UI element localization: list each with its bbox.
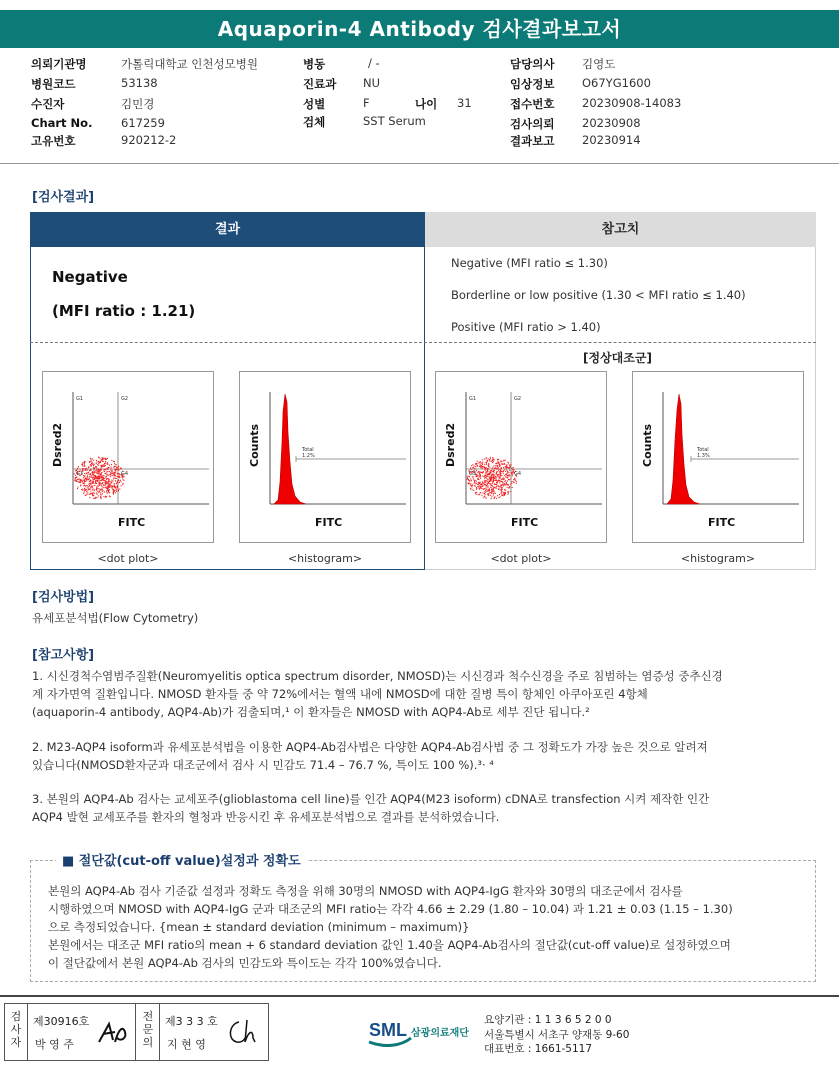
cutoff-line: 본원의 AQP4-Ab 검사 기준값 설정과 정확도 측정을 위해 30명의 NMOSD with AQP4-IgG 환자와 30명의 대조군에서 검사를	[48, 884, 683, 898]
dot-plot-control	[435, 371, 607, 543]
dot-plot-graphic	[436, 372, 608, 544]
signer-name: 지 현 영	[167, 1038, 206, 1051]
info-label: 검체	[303, 115, 326, 129]
y-axis-label: Counts	[248, 423, 261, 467]
result-header: 결과	[30, 212, 425, 247]
note-line: 계 자가면역 질환입니다. NMOSD 환자들 중 약 72%에서는 혈액 내에 NMOSD에 대한 질병 특이 항체인 아쿠아포린 4항체	[32, 687, 648, 701]
info-value: 20230914	[582, 133, 641, 147]
info-label: 나이	[415, 97, 438, 111]
institution-code: 요양기관 : 1 1 3 6 5 2 0 0	[484, 1014, 612, 1026]
histogram-caption: <histogram>	[287, 552, 363, 565]
info-value: 20230908-14083	[582, 96, 682, 110]
y-axis-label: Dsred2	[51, 422, 64, 467]
result-section-title: [검사결과]	[32, 190, 95, 205]
result-status: Negative	[52, 268, 128, 286]
quadrant-label: G2	[121, 396, 129, 402]
note-line: 1. 시신경척수염범주질환(Neuromyelitis optica spectrum disorder, NMOSD)는 시신경과 척수신경을 주로 침범하는 염증성 중추신경	[32, 669, 723, 683]
quadrant-label: G2	[514, 396, 522, 402]
histogram-control	[632, 371, 804, 543]
dot-plot-graphic	[43, 372, 215, 544]
quadrant-label: G1	[469, 396, 477, 402]
reference-positive: Positive (MFI ratio > 1.40)	[451, 320, 601, 334]
info-value: O67YG1600	[582, 76, 651, 90]
histogram-graphic	[633, 372, 805, 544]
note-line: 있습니다(NMOSD환자군과 대조군에서 검사 시 민감도 71.4 – 76.7 %, 특이도 100 %).³· ⁴	[32, 758, 494, 772]
info-label: Chart No.	[31, 116, 93, 130]
signer-license: 제30916호	[33, 1015, 90, 1028]
signature-box	[4, 1003, 269, 1061]
info-label: 병동	[303, 57, 326, 71]
quadrant-label: G1	[76, 396, 84, 402]
histogram-gate-percent: 1.2%	[302, 453, 315, 459]
info-value: F	[363, 96, 370, 110]
histogram-caption: <histogram>	[680, 552, 756, 565]
control-group-label: [정상대조군]	[583, 351, 652, 365]
patient-info	[0, 56, 839, 156]
info-value: 가톨릭대학교 인천성모병원	[121, 57, 258, 71]
result-mfi-ratio: (MFI ratio : 1.21)	[52, 302, 196, 320]
info-value: 53138	[121, 76, 158, 90]
info-value: 617259	[121, 116, 165, 130]
note-line: 2. M23-AQP4 isoform과 유세포분석법을 이용한 AQP4-Ab검사법은 다양한 AQP4-Ab검사법 중 그 정확도가 가장 높은 것으로 알려져	[32, 740, 708, 754]
x-axis-label: FITC	[708, 516, 736, 529]
info-value: / -	[368, 56, 380, 70]
info-value: SST Serum	[363, 114, 426, 128]
info-value: 20230908	[582, 116, 641, 130]
cutoff-line: 으로 측정되었습니다. {mean ± standard deviation (minimum – maximum)}	[48, 920, 470, 934]
info-label: 접수번호	[510, 97, 555, 111]
report-title: Aquaporin-4 Antibody 검사결과보고서	[0, 10, 839, 48]
reference-negative: Negative (MFI ratio ≤ 1.30)	[451, 256, 608, 270]
signer-license: 제3 3 3 호	[165, 1015, 218, 1028]
note-line: (aquaporin-4 antibody, AQP4-Ab)가 검출되며,¹ 이 환자들은 NMOSD with AQP4-Ab로 세부 진단 됩니다.²	[32, 705, 590, 719]
dashed-divider	[30, 342, 816, 343]
signature-mark	[95, 1018, 131, 1048]
dot-plot-caption: <dot plot>	[97, 552, 159, 565]
histogram-gate-label: Total	[697, 447, 709, 453]
histogram-graphic	[240, 372, 412, 544]
x-axis-label: FITC	[315, 516, 343, 529]
signer-name: 박 영 주	[35, 1038, 74, 1051]
dot-plot-patient	[42, 371, 214, 543]
signature-mark	[225, 1016, 261, 1048]
quadrant-label: G4	[514, 471, 522, 477]
info-value: 31	[457, 96, 472, 110]
method-section-title: [검사방법]	[32, 590, 95, 605]
y-axis-label: Counts	[641, 423, 654, 467]
sml-logo	[367, 1012, 477, 1054]
notes-section-title: [참고사항]	[32, 648, 95, 663]
cutoff-line: 이 절단값에서 본원 AQP4-Ab 검사의 민감도와 특이도는 각각 100%였습니다.	[48, 956, 442, 970]
info-label: 수진자	[31, 97, 65, 111]
cutoff-line: 시행하였으며 NMOSD with AQP4-IgG 군과 대조군의 MFI ratio는 각각 4.66 ± 2.29 (1.80 – 10.04) 과 1.21 ± 0.03 (1.15 – 1.30)	[48, 902, 733, 916]
info-value: 김영도	[582, 57, 616, 71]
info-label: 진료과	[303, 77, 337, 91]
quadrant-label: G4	[121, 471, 129, 477]
info-value: NU	[363, 76, 381, 90]
info-value: 920212-2	[121, 133, 177, 147]
address: 서울특별시 서초구 양재동 9-60	[484, 1029, 630, 1041]
signer-role-label: 전문의	[142, 1010, 154, 1049]
histogram-gate-percent: 1.3%	[697, 453, 710, 459]
histogram-patient	[239, 371, 411, 543]
method-text: 유세포분석법(Flow Cytometry)	[32, 611, 199, 625]
quadrant-label: G3	[76, 471, 84, 477]
info-label: 결과보고	[510, 134, 555, 148]
info-label: 검사의뢰	[510, 117, 555, 131]
reference-header: 참고치	[425, 212, 816, 247]
phone: 대표번호 : 1661-5117	[484, 1043, 593, 1055]
cutoff-title: ■ 절단값(cut-off value)설정과 정확도	[56, 850, 307, 869]
logo-text: SML	[369, 1020, 407, 1040]
info-value: 김민경	[121, 97, 155, 111]
divider	[0, 163, 839, 164]
x-axis-label: FITC	[511, 516, 539, 529]
info-label: 병원코드	[31, 77, 76, 91]
info-label: 성별	[303, 97, 326, 111]
histogram-gate-label: Total	[302, 447, 314, 453]
quadrant-label: G3	[469, 471, 477, 477]
org-name: 삼광의료재단	[411, 1028, 469, 1039]
y-axis-label: Dsred2	[444, 422, 457, 467]
info-label: 고유번호	[31, 134, 76, 148]
dot-plot-caption: <dot plot>	[490, 552, 552, 565]
reference-borderline: Borderline or low positive (1.30 < MFI ratio ≤ 1.40)	[451, 288, 746, 302]
cutoff-line: 본원에서는 대조군 MFI ratio의 mean + 6 standard deviation 값인 1.40을 AQP4-Ab검사의 절단값(cut-off value)로 설정하였으며	[48, 938, 731, 952]
note-line: 3. 본원의 AQP4-Ab 검사는 교세포주(glioblastoma cell line)를 인간 AQP4(M23 isoform) cDNA로 transfection 시켜 제작한 인간	[32, 792, 710, 806]
note-line: AQP4 발현 교세포주를 환자의 혈청과 반응시킨 후 유세포분석법으로 결과를 분석하였습니다.	[32, 810, 500, 824]
x-axis-label: FITC	[118, 516, 146, 529]
info-label: 임상정보	[510, 77, 555, 91]
signer-role-label: 검사자	[10, 1010, 22, 1049]
info-label: 담당의사	[510, 57, 555, 71]
info-label: 의뢰기관명	[31, 57, 87, 71]
